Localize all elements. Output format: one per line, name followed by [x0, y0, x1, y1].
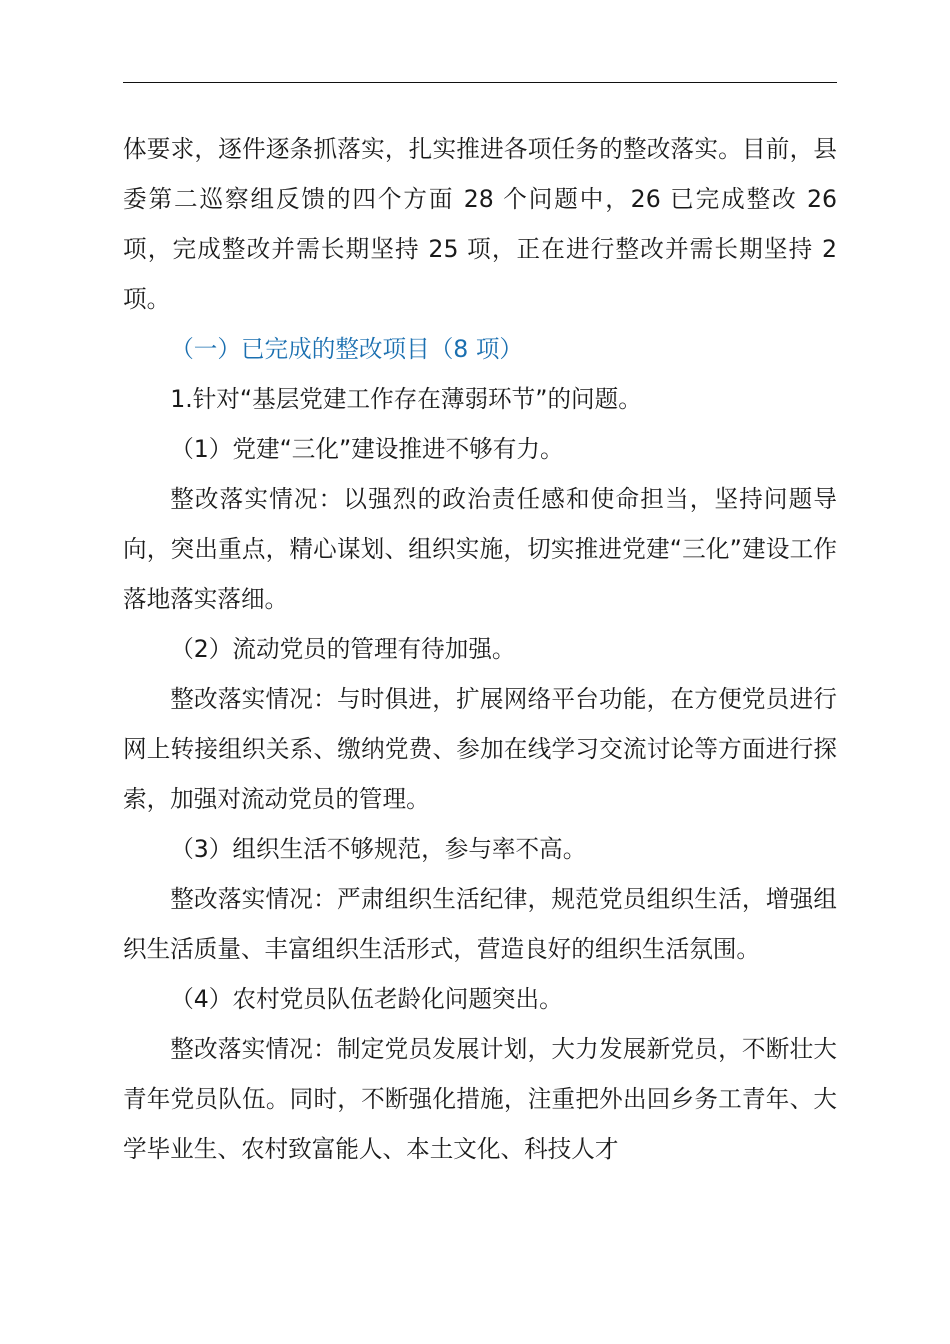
sub-issue-4: （4）农村党员队伍老龄化问题突出。: [170, 985, 563, 1013]
section-heading: （一）已完成的整改项目（8 项）: [170, 335, 524, 363]
sub-issue-3: （3）组织生活不够规范，参与率不高。: [170, 835, 587, 863]
sub-issue-2: （2）流动党员的管理有待加强。: [170, 635, 516, 663]
rectification-3: 整改落实情况：严肃组织生活纪律，规范党员组织生活，增强组织生活质量、丰富组织生活形式，营造良好的组织生活氛围。: [123, 885, 837, 963]
rectification-1: 整改落实情况：以强烈的政治责任感和使命担当，坚持问题导向，突出重点，精心谋划、组织实施，切实推进党建“三化”建设工作落地落实落细。: [123, 485, 837, 613]
rectification-2: 整改落实情况：与时俱进，扩展网络平台功能，在方便党员进行网上转接组织关系、缴纳党费、参加在线学习交流讨论等方面进行探索，加强对流动党员的管理。: [123, 685, 837, 813]
issue-title: 1.针对“基层党建工作存在薄弱环节”的问题。: [170, 385, 642, 413]
sub-issue-1: （1）党建“三化”建设推进不够有力。: [170, 435, 564, 463]
rectification-4: 整改落实情况：制定党员发展计划，大力发展新党员，不断壮大青年党员队伍。同时，不断强化措施，注重把外出回乡务工青年、大学毕业生、农村致富能人、本土文化、科技人才: [123, 1035, 837, 1163]
document-body: [123, 124, 837, 1174]
paragraph-continuation: 体要求，逐件逐条抓落实，扎实推进各项任务的整改落实。目前，县委第二巡察组反馈的四个方面 28 个问题中，26 已完成整改 26 项，完成整改并需长期坚持 25 项，正在进行整改并需长期坚持 2 项。: [123, 135, 837, 313]
header-rule: [123, 82, 837, 83]
